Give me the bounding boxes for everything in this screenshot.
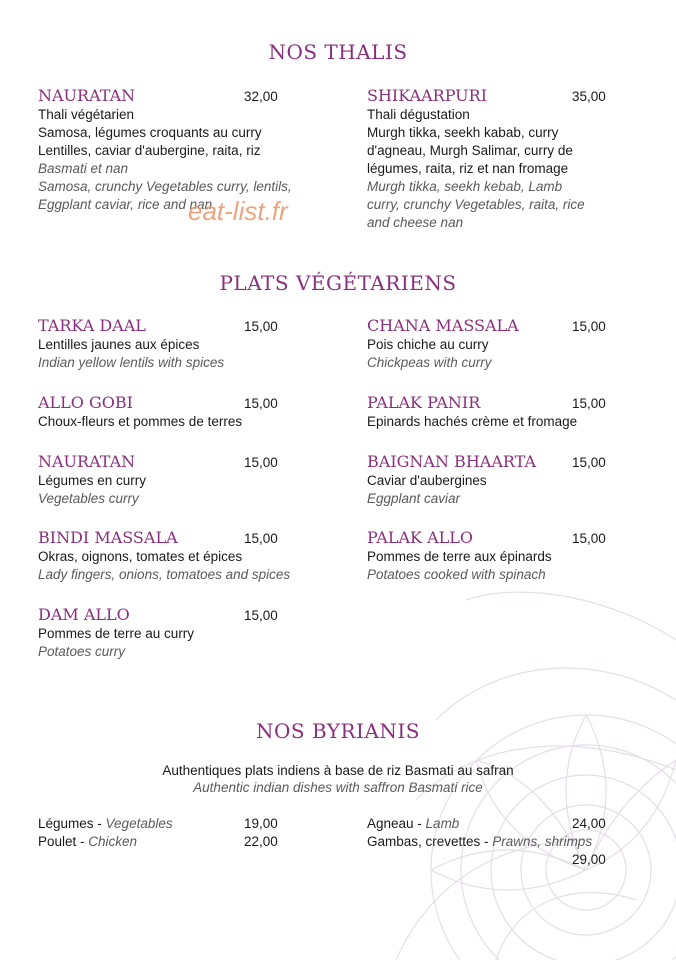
item-description: Thali végétarien [38,107,135,122]
item-translation: Indian yellow lentils with spices [38,355,225,370]
item-price: 15,00 [572,396,606,411]
item-name: PALAK ALLO [367,528,473,547]
menu-item-nauratan-thali [38,86,292,214]
item-price: 15,00 [572,319,606,334]
item-name: DAM ALLO [38,605,130,624]
item-price: 32,00 [244,89,278,104]
item-translation: Lady fingers, onions, tomatoes and spices [38,567,291,582]
separator: - [413,816,426,831]
byriani-item-poulet [38,833,137,851]
section-title-thalis: NOS THALIS [268,40,408,64]
item-price: 35,00 [572,89,606,104]
item-description: Choux-fleurs et pommes de terres [38,414,243,429]
item-description: Lentilles jaunes aux épices [38,337,200,352]
section-title-vegetarian: PLATS VÉGÉTARIENS [219,271,457,295]
byrianis-subtitle-translation: Authentic indian dishes with saffron Basmati rice [193,780,483,795]
item-name: CHANA MASSALA [367,316,519,335]
item-translation: Lamb [425,816,460,831]
item-description: Caviar d'aubergines [367,473,487,488]
byrianis-subtitle: Authentiques plats indiens à base de riz Basmati au safran [162,763,514,778]
item-price: 15,00 [244,319,278,334]
item-name: BAIGNAN BHAARTA [367,452,536,471]
menu-item-allo-gobi [38,393,328,431]
separator: - [76,834,89,849]
item-description: Pommes de terre au curry [38,626,195,641]
item-translation: Potatoes curry [38,644,126,659]
item-translation: curry, crunchy Vegetables, raita, rice [367,197,585,212]
item-price: 24,00 [572,816,606,831]
item-translation: Samosa, crunchy Vegetables curry, lentils, [38,179,292,194]
item-translation: Chickpeas with curry [367,355,492,370]
item-price: 29,00 [572,852,606,867]
byriani-item-gambas [367,833,592,851]
item-price: 15,00 [244,608,278,623]
item-description: Agneau [367,816,414,831]
item-price: 15,00 [244,396,278,411]
item-price: 15,00 [244,531,278,546]
item-price: 22,00 [244,834,278,849]
menu-item-baignan-bhaarta [367,452,617,508]
item-translation: Eggplant caviar, rice and nan [38,197,213,212]
menu-item-shikaarpuri [367,86,617,232]
item-translation: Vegetables [105,816,173,831]
menu-item-palak-panir [367,393,627,431]
item-description: Pommes de terre aux épinards [367,549,552,564]
item-price: 15,00 [572,455,606,470]
separator: - [93,816,106,831]
item-translation: Prawns, shrimps [492,834,593,849]
item-description: Légumes en curry [38,473,147,488]
menu-item-nauratan [38,452,288,508]
item-name: PALAK PANIR [367,393,481,412]
menu-item-palak-allo [367,528,617,584]
item-description: Poulet [38,834,77,849]
separator: - [480,834,493,849]
item-description: Légumes [38,816,94,831]
item-description: Epinards hachés crème et fromage [367,414,578,429]
item-translation: Chicken [88,834,138,849]
section-title-byrianis: NOS BYRIANIS [255,719,420,743]
item-name: SHIKAARPURI [367,86,488,105]
item-price: 15,00 [572,531,606,546]
byriani-item-legumes [38,815,173,833]
item-translation: Murgh tikka, seekh kebab, Lamb [367,179,563,194]
item-translation: Vegetables curry [38,491,139,506]
item-description: d'agneau, Murgh Salimar, curry de [367,143,573,158]
item-description: Thali dégustation [367,107,470,122]
item-name: NAURATAN [38,452,136,471]
menu-item-dam-allo [38,605,288,661]
item-description: Samosa, légumes croquants au curry [38,125,262,140]
item-name: ALLO GOBI [38,393,133,412]
item-price: 19,00 [244,816,278,831]
item-description: Gambas, crevettes [367,834,481,849]
item-translation: and cheese nan [367,215,464,230]
item-translation: Basmati et nan [38,161,129,176]
mandala-decoration [376,540,676,960]
menu-item-chana-massala [367,316,617,372]
item-description: Okras, oignons, tomates et épices [38,549,243,564]
item-price: 15,00 [244,455,278,470]
item-description: Lentilles, caviar d'aubergine, raita, riz [38,143,261,158]
menu-item-tarka-daal [38,316,288,372]
item-name: TARKA DAAL [38,316,146,335]
byriani-item-agneau [367,815,459,833]
item-translation: Eggplant caviar [367,491,461,506]
item-description: Pois chiche au curry [367,337,489,352]
item-description: légumes, raita, riz et nan fromage [367,161,569,176]
item-name: BINDI MASSALA [38,528,178,547]
menu-item-bindi-massala [38,528,328,584]
item-translation: Potatoes cooked with spinach [367,567,546,582]
item-name: NAURATAN [38,86,136,105]
item-description: Murgh tikka, seekh kabab, curry [367,125,559,140]
watermark: eat-list.fr [188,196,288,226]
